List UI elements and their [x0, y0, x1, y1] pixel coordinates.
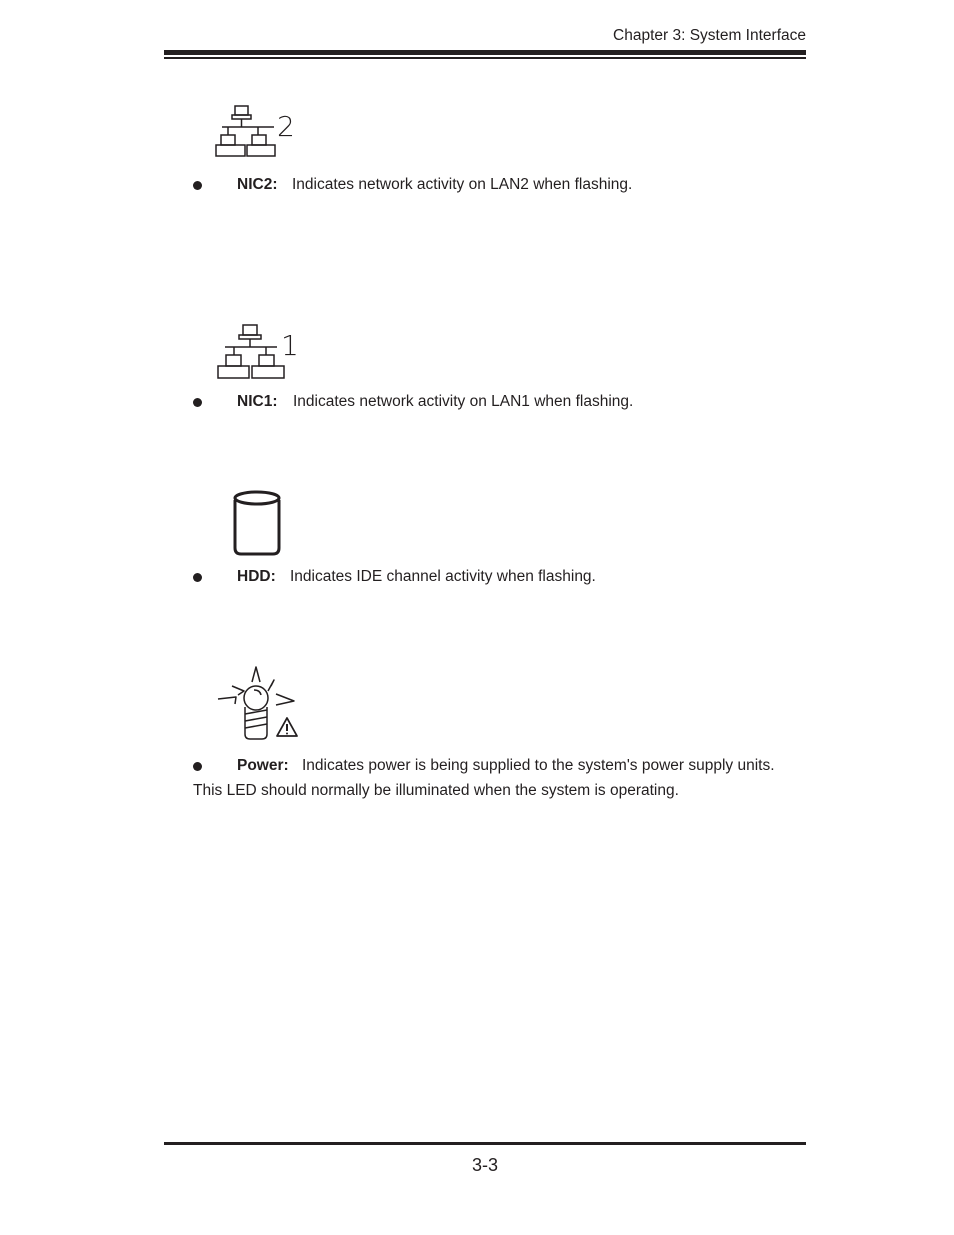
- header-rule: [164, 50, 806, 55]
- bullet: [193, 573, 202, 582]
- item-label: HDD:: [237, 568, 276, 585]
- power-light-icon: [214, 664, 302, 742]
- item-label: NIC2:: [237, 176, 278, 193]
- item-text: Indicates IDE channel activity when flashing.: [290, 568, 596, 585]
- bullet: [193, 398, 202, 407]
- footer-rule: [164, 1142, 806, 1145]
- icon-number: 1: [281, 329, 299, 362]
- item-continuation-text: This LED should normally be illuminated when the system is operating.: [193, 782, 679, 799]
- item-label: Power:: [237, 757, 289, 774]
- network-lan-icon: [214, 104, 296, 160]
- item-text: Indicates network activity on LAN1 when flashing.: [293, 393, 634, 410]
- header-rule-thin: [164, 57, 806, 59]
- bullet: [193, 762, 202, 771]
- icon-number: 2: [277, 110, 295, 143]
- chapter-header: Chapter 3: System Interface: [613, 27, 806, 44]
- warning-icon: [277, 718, 297, 736]
- network-lan-icon: [215, 322, 297, 380]
- hard-drive-icon: [230, 488, 284, 558]
- item-text: Indicates network activity on LAN2 when flashing.: [292, 176, 633, 193]
- item-label: NIC1:: [237, 393, 278, 410]
- page-number: 3-3: [472, 1155, 499, 1175]
- item-text: Indicates power is being supplied to the system's power supply units.: [302, 757, 775, 774]
- bullet: [193, 181, 202, 190]
